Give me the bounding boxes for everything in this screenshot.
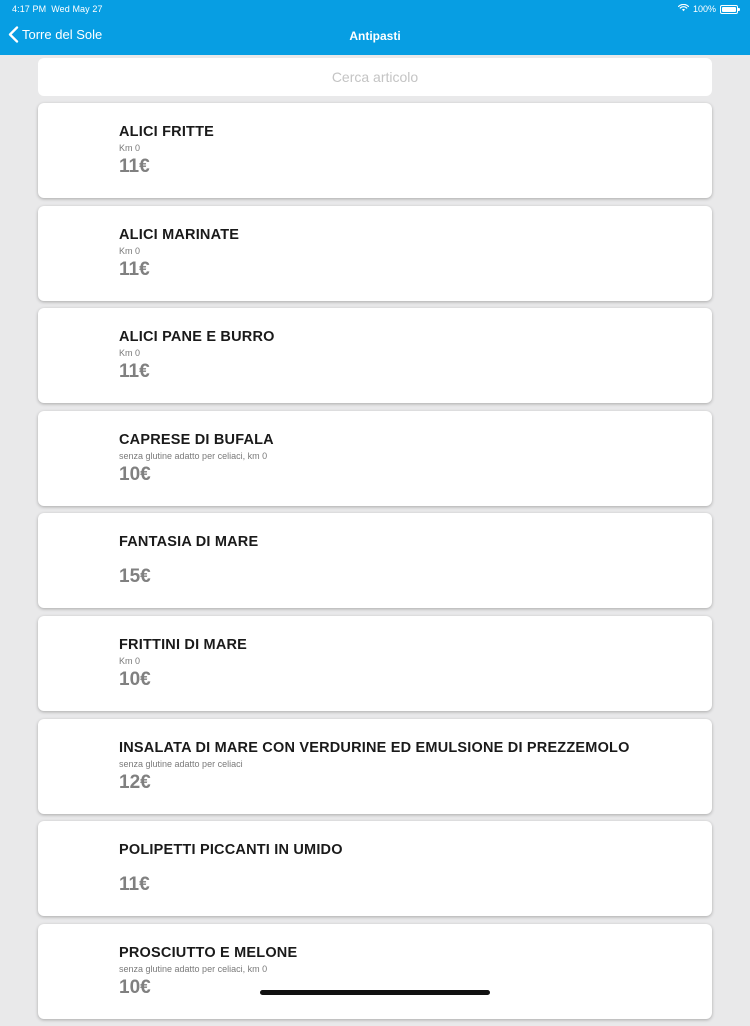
menu-item-card[interactable] [38, 411, 712, 506]
status-bar-right [678, 4, 738, 14]
menu-item-card[interactable] [38, 206, 712, 301]
menu-item-price: 11€ [119, 258, 150, 280]
menu-item-description: senza glutine adatto per celiaci, km 0 [119, 963, 268, 974]
menu-item-price: 15€ [119, 566, 151, 588]
back-button-label: Torre del Sole [22, 27, 103, 42]
menu-item-card[interactable] [38, 513, 712, 608]
menu-item-name: CAPRESE DI BUFALA [119, 431, 274, 448]
menu-item-name: ALICI PANE E BURRO [119, 329, 275, 346]
menu-item-description: senza glutine adatto per celiaci [119, 758, 243, 769]
status-date: Wed May 27 [51, 4, 103, 14]
menu-item-card[interactable] [38, 821, 712, 916]
page-title: Antipasti [349, 29, 401, 43]
menu-item-name: FRITTINI DI MARE [119, 636, 248, 653]
wifi-icon [678, 4, 689, 14]
menu-item-price: 11€ [119, 874, 150, 896]
menu-item-price: 10€ [119, 463, 151, 485]
menu-item-description: Km 0 [119, 143, 141, 153]
status-time: 4:17 PM [12, 4, 47, 14]
menu-item-price: 11€ [119, 361, 150, 383]
menu-item-name: POLIPETTI PICCANTI IN UMIDO [119, 842, 343, 859]
menu-item-name: PROSCIUTTO E MELONE [119, 944, 298, 961]
menu-list [38, 103, 712, 1026]
menu-item-name: ALICI FRITTE [119, 124, 215, 140]
menu-item-card[interactable] [38, 924, 712, 1019]
menu-item-card[interactable] [38, 308, 712, 403]
header-bar [0, 0, 750, 55]
menu-item-name: ALICI MARINATE [119, 226, 240, 243]
menu-item-price: 12€ [119, 771, 151, 793]
menu-item-price: 10€ [119, 668, 151, 690]
battery-percent: 100% [692, 4, 716, 14]
menu-item-description: Km 0 [119, 348, 141, 359]
menu-item-description: senza glutine adatto per celiaci, km 0 [119, 450, 268, 461]
menu-item-price: 10€ [119, 976, 151, 998]
menu-item-price: 11€ [119, 156, 150, 177]
menu-item-name: INSALATA DI MARE CON VERDURINE ED EMULSIONE DI PREZZEMOLO [119, 739, 630, 756]
home-indicator[interactable] [260, 990, 490, 995]
menu-item-card[interactable] [38, 719, 712, 814]
menu-item-name: FANTASIA DI MARE [119, 534, 259, 551]
menu-item-description: Km 0 [119, 245, 141, 256]
menu-item-card[interactable] [38, 103, 712, 198]
menu-item-card[interactable] [38, 616, 712, 711]
battery-icon [720, 5, 738, 14]
menu-item-description: Km 0 [119, 655, 141, 666]
status-bar-left [12, 4, 103, 14]
search-input[interactable] [38, 58, 712, 96]
